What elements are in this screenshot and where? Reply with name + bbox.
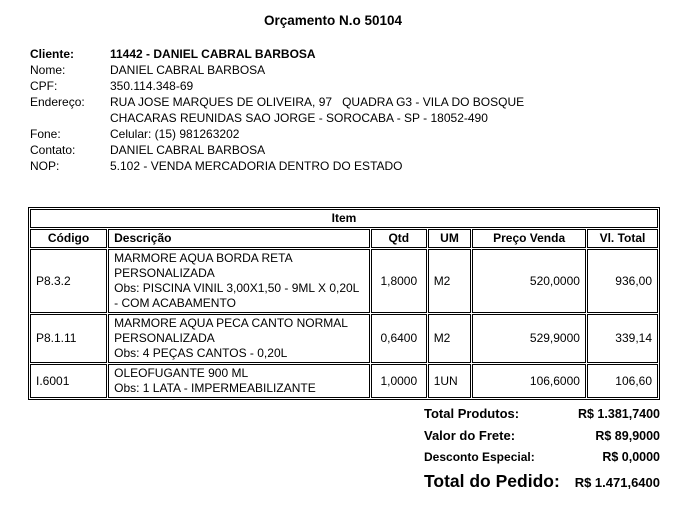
- customer-row-cpf: [30, 78, 676, 94]
- contato-label: Contato:: [30, 143, 76, 157]
- customer-row-nome: [30, 62, 676, 78]
- table-row: [30, 314, 658, 363]
- desconto-especial-label: Desconto Especial:: [424, 450, 535, 464]
- fone-value: Celular: (15) 981263202: [110, 127, 240, 141]
- total-produtos-row: [424, 406, 660, 421]
- cell-preco-venda: 520,0000: [472, 249, 586, 313]
- items-table: [28, 207, 660, 400]
- cell-um: M2: [428, 314, 472, 363]
- cell-vl-total: 339,14: [587, 314, 658, 363]
- cell-preco-venda: 529,9000: [472, 314, 586, 363]
- valor-frete-label: Valor do Frete:: [424, 428, 516, 443]
- header-um: UM: [428, 229, 472, 248]
- table-row: [30, 249, 658, 313]
- cell-um: M2: [428, 249, 472, 313]
- cliente-label: Cliente:: [30, 47, 75, 61]
- obs-text: Obs: PISCINA VINIL 3,00X1,50 - 9ML X 0,20L - COM ACABAMENTO: [114, 281, 359, 310]
- customer-row-nop: [30, 158, 676, 174]
- cell-qtd: 0,6400: [371, 314, 427, 363]
- desconto-especial-value: R$ 0,0000: [602, 450, 660, 464]
- cell-codigo: I.6001: [30, 364, 107, 398]
- valor-frete-row: [424, 428, 660, 443]
- header-preco-venda: Preço Venda: [472, 229, 586, 248]
- table-title-row: [30, 209, 658, 228]
- total-pedido-label: Total do Pedido:: [424, 471, 560, 491]
- header-qtd: Qtd: [371, 229, 427, 248]
- descricao-text: MARMORE AQUA PECA CANTO NORMAL PERSONALIZADA: [114, 316, 348, 345]
- cell-qtd: 1,0000: [371, 364, 427, 398]
- desconto-especial-row: [424, 450, 660, 464]
- customer-row-endereco: [30, 94, 676, 126]
- cliente-value: 11442 - DANIEL CABRAL BARBOSA: [110, 47, 316, 61]
- customer-row-cliente: [30, 46, 676, 62]
- total-pedido-row: [424, 471, 660, 492]
- endereco-value: [110, 94, 676, 126]
- nop-label: NOP:: [30, 159, 60, 173]
- total-pedido-value: R$ 1.471,6400: [574, 475, 660, 490]
- customer-row-contato: [30, 142, 676, 158]
- contato-value: DANIEL CABRAL BARBOSA: [110, 143, 266, 157]
- cell-codigo: P8.1.11: [30, 314, 107, 363]
- table-title: Item: [30, 209, 658, 228]
- table-header-row: [30, 229, 658, 248]
- cell-descricao: [108, 249, 370, 313]
- endereco-label: Endereço:: [30, 95, 85, 109]
- cell-descricao: [108, 314, 370, 363]
- valor-frete-value: R$ 89,9000: [595, 429, 660, 443]
- nome-label: Nome:: [30, 63, 66, 77]
- total-produtos-label: Total Produtos:: [424, 406, 520, 421]
- cell-codigo: P8.3.2: [30, 249, 107, 313]
- header-vl-total: Vl. Total: [587, 229, 658, 248]
- endereco-line2: CHACARAS REUNIDAS SAO JORGE - SOROCABA - SP - 18052-490: [110, 111, 488, 125]
- cpf-label: CPF:: [30, 79, 58, 93]
- cell-vl-total: 936,00: [587, 249, 658, 313]
- nome-value: DANIEL CABRAL BARBOSA: [110, 63, 266, 77]
- cell-preco-venda: 106,6000: [472, 364, 586, 398]
- header-descricao: Descrição: [108, 229, 370, 248]
- customer-info-block: [30, 46, 676, 174]
- descricao-text: OLEOFUGANTE 900 ML: [114, 366, 249, 380]
- obs-text: Obs: 1 LATA - IMPERMEABILIZANTE: [114, 381, 316, 395]
- header-codigo: Código: [30, 229, 107, 248]
- total-produtos-value: R$ 1.381,7400: [577, 407, 660, 421]
- customer-row-fone: [30, 126, 676, 142]
- table-row: [30, 364, 658, 398]
- cell-qtd: 1,8000: [371, 249, 427, 313]
- nop-value: 5.102 - VENDA MERCADORIA DENTRO DO ESTADO: [110, 159, 403, 173]
- obs-text: Obs: 4 PEÇAS CANTOS - 0,20L: [114, 346, 288, 360]
- cell-descricao: [108, 364, 370, 398]
- endereco-line1: RUA JOSE MARQUES DE OLIVEIRA, 97 QUADRA G3 - VILA DO BOSQUE: [110, 95, 525, 109]
- cell-um: 1UN: [428, 364, 472, 398]
- descricao-text: MARMORE AQUA BORDA RETA PERSONALIZADA: [114, 251, 292, 280]
- cell-vl-total: 106,60: [587, 364, 658, 398]
- cpf-value: 350.114.348-69: [110, 79, 194, 93]
- page-title: Orçamento N.o 50104: [263, 13, 403, 28]
- totals-block: [424, 406, 660, 499]
- fone-label: Fone:: [30, 127, 61, 141]
